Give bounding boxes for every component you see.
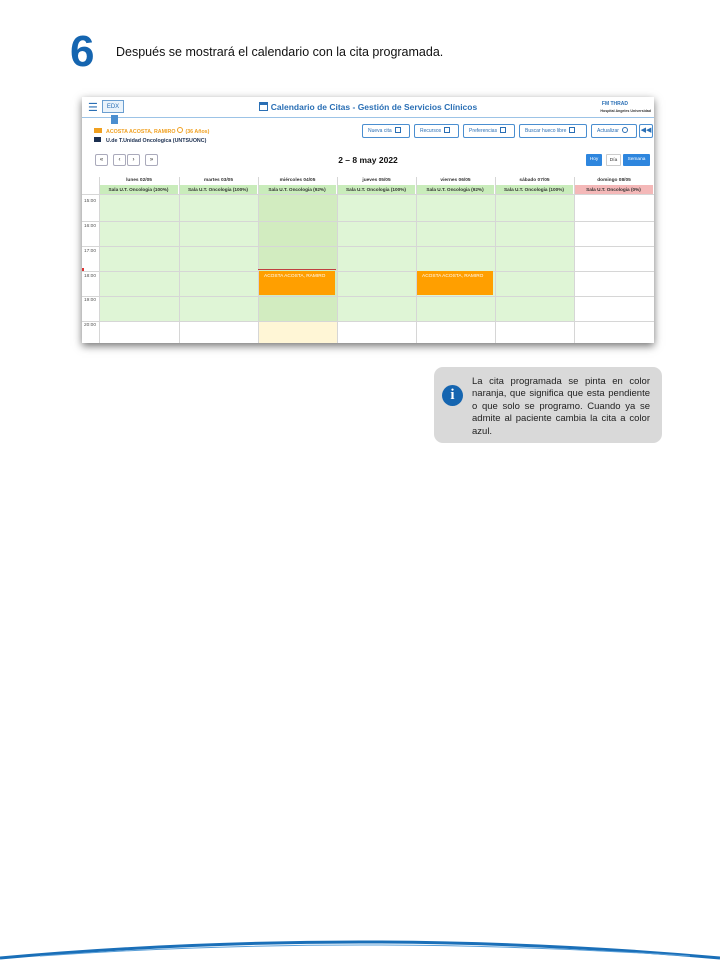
step-number: 6 [70, 27, 95, 76]
grid-line [574, 177, 575, 343]
users-icon [569, 127, 575, 133]
preferences-button[interactable] [463, 124, 515, 138]
calendar-plus-icon [395, 127, 401, 133]
resources-label: Recursos [420, 128, 442, 134]
calendar-icon [259, 102, 268, 111]
nav-next-button[interactable]: › [127, 154, 140, 166]
day-header: martes 03/05 [203, 178, 234, 183]
status-circle-icon [177, 127, 183, 133]
unit-info [94, 137, 206, 144]
new-appointment-label: Nueva cita [368, 128, 392, 134]
time-label: 17:00 [84, 249, 97, 254]
app-title-text: Calendario de Citas - Gestión de Servicios Clínicos [270, 102, 478, 112]
grid-line [495, 177, 496, 343]
grid-line [82, 296, 654, 297]
current-time-marker [82, 268, 84, 271]
grid-line [179, 177, 180, 343]
current-time-line [258, 269, 336, 270]
patient-name: ACOSTA ACOSTA, RAMIRO [106, 129, 176, 135]
app-title [82, 102, 654, 112]
sala-occupancy[interactable]: Sala U.T. Oncologia (100%) [99, 185, 179, 194]
app-header [82, 97, 654, 118]
nav-last-button[interactable]: » [145, 154, 158, 166]
list-icon [444, 127, 450, 133]
menu-icon[interactable]: ☰ [88, 102, 98, 114]
patient-card-icon [94, 128, 102, 133]
time-label: 19:00 [84, 298, 97, 303]
info-callout [434, 367, 662, 443]
time-label: 15:00 [84, 199, 97, 204]
grid-line [82, 194, 654, 195]
appointment-event[interactable]: ACOSTA ACOSTA, RAMIRO [417, 271, 493, 295]
user-hospital: Hospital Angeles Universidad [600, 109, 651, 113]
refresh-icon [622, 127, 628, 133]
refresh-label: Actualizar [597, 128, 619, 134]
sala-occupancy[interactable]: Sala U.T. Oncologia (100%) [179, 185, 258, 194]
day-header: miércoles 04/05 [279, 178, 316, 183]
resources-button[interactable] [414, 124, 459, 138]
sala-occupancy[interactable]: Sala U.T. Oncologia (100%) [337, 185, 416, 194]
grid-line [416, 177, 417, 343]
grid-line [82, 246, 654, 247]
day-view-button[interactable]: Día [606, 154, 621, 166]
sala-occupancy[interactable]: Sala U.T. Oncologia (92%) [258, 185, 337, 194]
grid-line [82, 221, 654, 222]
find-slot-button[interactable] [519, 124, 587, 138]
day-header: sábado 07/05 [519, 178, 550, 183]
sala-occupancy[interactable]: Sala U.T. Oncologia (0%) [574, 185, 654, 194]
week-view-button[interactable]: Semana [623, 154, 650, 166]
patient-info [94, 127, 209, 135]
calendar-screenshot [82, 97, 654, 343]
briefcase-icon [94, 137, 101, 142]
grid-line [82, 271, 654, 272]
app-logo-text: EDX [106, 104, 120, 110]
unit-name: U.de T.Unidad Oncologica (UNTSUONC) [106, 138, 207, 144]
nav-prev-button[interactable]: ‹ [113, 154, 126, 166]
find-slot-label: Buscar hueco libre [525, 128, 567, 134]
user-name[interactable]: FM THRAD [601, 101, 628, 107]
date-range: 2 – 8 may 2022 [338, 155, 398, 165]
info-text: La cita programada se pinta en color naranja, que significa que esta pendiente o que solo se programo. Cuando ya se admite al paciente cambia la cita a color azul. [472, 376, 650, 437]
refresh-button[interactable] [591, 124, 637, 138]
collapse-icon[interactable]: ◀◀ [639, 124, 653, 138]
sala-occupancy[interactable]: Sala U.T. Oncologia (100%) [495, 185, 574, 194]
day-header: lunes 02/05 [126, 178, 152, 183]
grid-line [82, 321, 654, 322]
step-instruction: Después se mostrará el calendario con la cita programada. [116, 45, 444, 59]
sala-occupancy[interactable]: Sala U.T. Oncologia (92%) [416, 185, 495, 194]
new-appointment-button[interactable] [362, 124, 410, 138]
info-icon: i [442, 385, 463, 406]
day-header: jueves 05/05 [362, 178, 391, 183]
grid-line [337, 177, 338, 343]
day-header: viernes 06/05 [440, 178, 471, 183]
calendar-icon [500, 127, 506, 133]
patient-age: (36 Años) [185, 129, 210, 135]
grid-line [99, 177, 100, 343]
time-label: 18:00 [84, 274, 97, 279]
grid-line [258, 177, 259, 343]
appointment-event[interactable]: ACOSTA ACOSTA, RAMIRO [259, 271, 335, 295]
today-button[interactable]: Hoy [586, 154, 602, 166]
preferences-label: Preferencias [469, 128, 498, 134]
footer-swoosh [0, 920, 720, 960]
nav-first-button[interactable]: « [95, 154, 108, 166]
today-evening-block [258, 321, 337, 343]
time-label: 20:00 [84, 323, 97, 328]
time-label: 16:00 [84, 224, 97, 229]
day-header: domingo 08/05 [597, 178, 631, 183]
